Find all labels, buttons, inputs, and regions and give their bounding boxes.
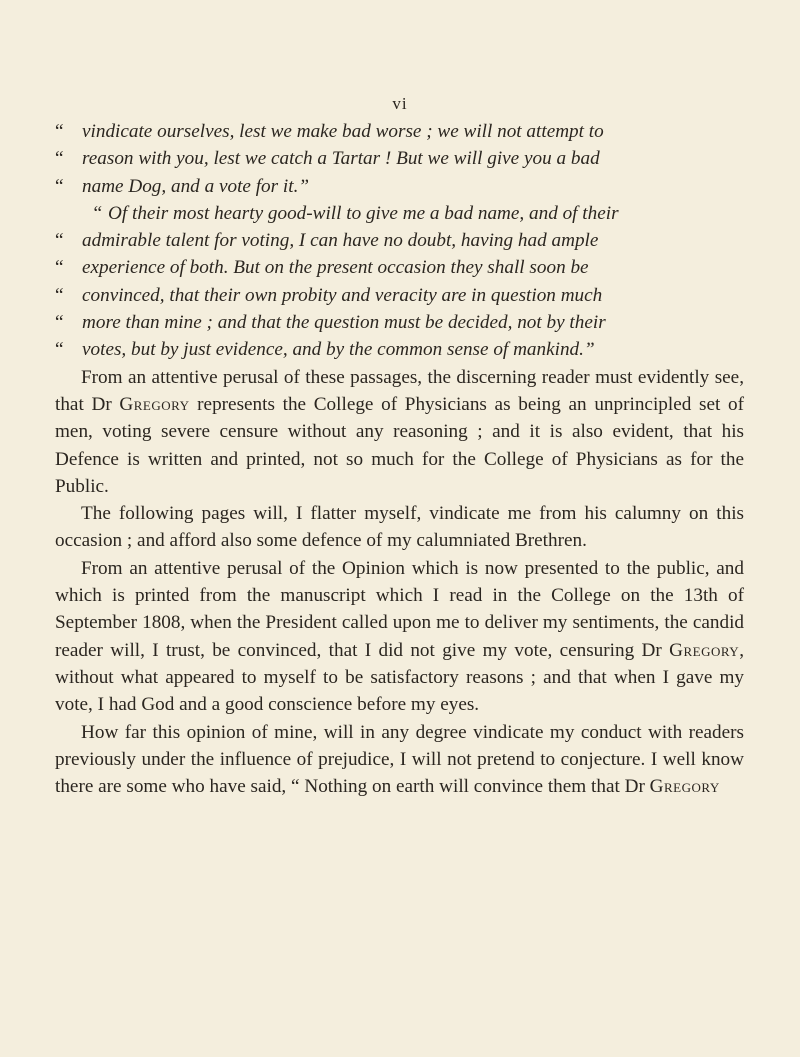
- quote-line: “ name Dog, and a vote for it.”: [55, 175, 310, 197]
- page-body: [55, 118, 744, 800]
- quote-line: “ Of their most hearty good-will to give me a bad name, and of their: [93, 202, 619, 224]
- quote-line: “ reason with you, lest we catch a Tartar ! But we will give you a bad: [55, 148, 600, 170]
- page-number: vi: [392, 94, 408, 113]
- quote-line: “ admirable talent for voting, I can have no doubt, having had ample: [55, 230, 599, 252]
- paragraph: How far this opinion of mine, will in any degree vindicate my conduct with readers previously under the influence of prejudice, I will not pretend to conjecture. I well know there are some who have said, “ Nothing on earth will convince them that Dr Gregory: [55, 721, 744, 798]
- quote-line: “ votes, but by just evidence, and by the common sense of mankind.”: [55, 339, 595, 361]
- author-name: Gregory: [669, 639, 740, 661]
- paragraph: The following pages will, I flatter myself, vindicate me from his calumny on this occasion ; and afford also some defence of my calumniated Brethren.: [55, 503, 744, 552]
- paragraph: From an attentive perusal of these passages, the discerning reader must evidently see, that Dr Gregory represents the College of Physicians as being an unprincipled set of men, voting severe censure without any reasoning ; and it is also evident, that his Defence is written and printed, not so much for the College of Physicians as for the Public.: [55, 366, 744, 497]
- author-name: Gregory: [649, 776, 720, 798]
- author-name: Gregory: [119, 393, 190, 415]
- quote-line: “ more than mine ; and that the question must be decided, not by their: [55, 312, 606, 334]
- paragraph: From an attentive perusal of the Opinion which is now presented to the public, and which is printed from the manuscript which I read in the College on the 13th of September 1808, when the President called upon me to deliver my sentiments, the candid reader will, I trust, be convinced, that I did not give my vote, censuring Dr Gregory, without what appeared to myself to be satisfactory reasons ; and that when I gave my vote, I had God and a good conscience before my eyes.: [55, 557, 744, 716]
- quotation-block: [55, 118, 744, 364]
- quote-line: “ experience of both. But on the present occasion they shall soon be: [55, 257, 589, 279]
- quote-line: “ convinced, that their own probity and veracity are in question much: [55, 284, 603, 306]
- quote-line: “ vindicate ourselves, lest we make bad worse ; we will not attempt to: [55, 121, 604, 142]
